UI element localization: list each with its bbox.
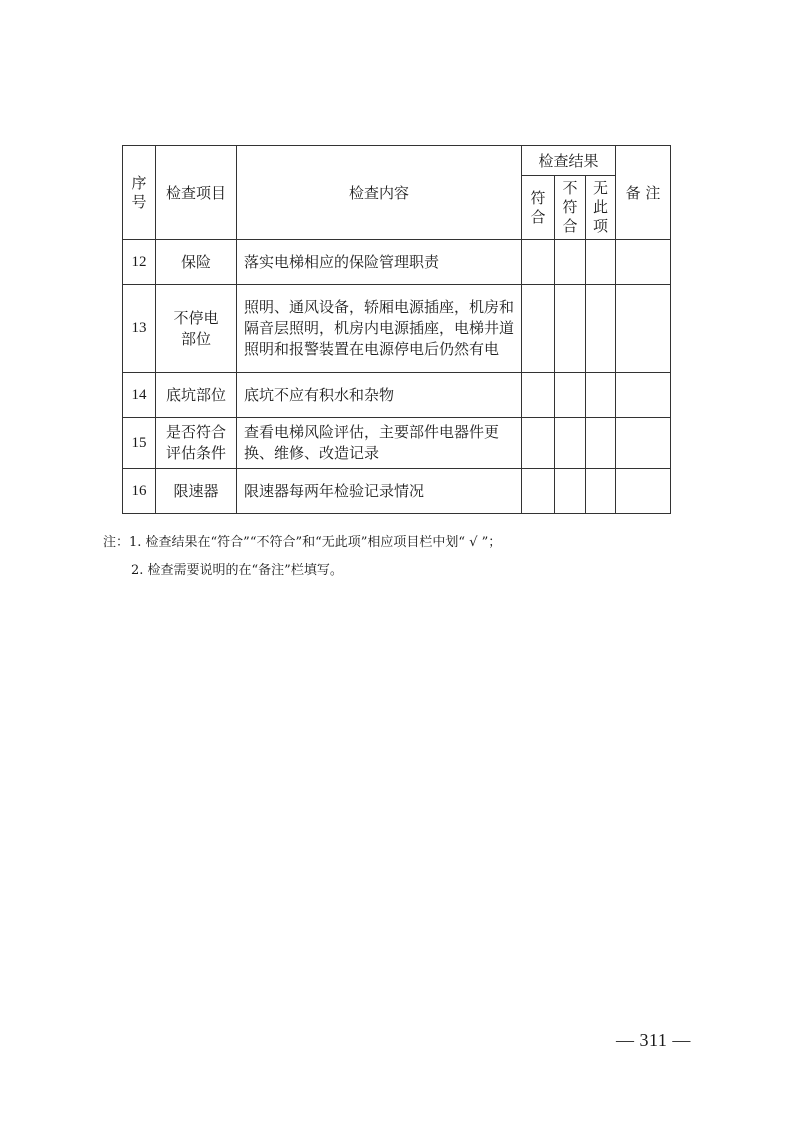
table-row (123, 373, 671, 418)
result-conform-cell[interactable] (522, 418, 555, 469)
row-content: 查看电梯风险评估，主要部件电器件更换、维修、改造记录 (237, 418, 522, 469)
result-nonconform-cell[interactable] (555, 469, 586, 514)
notes (103, 533, 501, 581)
row-item: 底坑部位 (156, 373, 237, 418)
result-na-cell[interactable] (586, 240, 616, 285)
remark-cell[interactable] (616, 285, 671, 373)
header-result: 检查结果 (522, 146, 616, 176)
table-row (123, 285, 671, 373)
result-na-cell[interactable] (586, 418, 616, 469)
row-number: 14 (123, 373, 156, 418)
table-row (123, 418, 671, 469)
row-number: 15 (123, 418, 156, 469)
row-content: 落实电梯相应的保险管理职责 (237, 240, 522, 285)
row-number: 13 (123, 285, 156, 373)
result-nonconform-cell[interactable] (555, 285, 586, 373)
row-content: 底坑不应有积水和杂物 (237, 373, 522, 418)
header-remark: 备 注 (616, 146, 671, 240)
table-row (123, 469, 671, 514)
table-row (123, 240, 671, 285)
row-number: 16 (123, 469, 156, 514)
header-item: 检查项目 (156, 146, 237, 240)
row-content: 照明、通风设备，轿厢电源插座，机房和隔音层照明，机房内电源插座，电梯井道照明和报警装置在电源停电后仍然有电 (237, 285, 522, 373)
remark-cell[interactable] (616, 240, 671, 285)
row-item: 限速器 (156, 469, 237, 514)
note-line-2: 2. 检查需要说明的在“备注”栏填写。 (131, 563, 343, 578)
remark-cell[interactable] (616, 373, 671, 418)
remark-cell[interactable] (616, 418, 671, 469)
row-number: 12 (123, 240, 156, 285)
header-na: 无 此 项 (586, 176, 616, 240)
result-nonconform-cell[interactable] (555, 240, 586, 285)
inspection-table (122, 145, 671, 514)
row-item: 保险 (156, 240, 237, 285)
result-na-cell[interactable] (586, 285, 616, 373)
result-na-cell[interactable] (586, 469, 616, 514)
result-nonconform-cell[interactable] (555, 418, 586, 469)
note-line-1: 注：1. 检查结果在“符合”“不符合”和“无此项”相应项目栏中划“ √ ”； (103, 535, 502, 550)
page-number: — 311 — (616, 1030, 691, 1050)
row-content: 限速器每两年检验记录情况 (237, 469, 522, 514)
result-nonconform-cell[interactable] (555, 373, 586, 418)
result-conform-cell[interactable] (522, 240, 555, 285)
remark-cell[interactable] (616, 469, 671, 514)
result-conform-cell[interactable] (522, 469, 555, 514)
header-conform: 符 合 (522, 176, 555, 240)
header-nonconform: 不 符 合 (555, 176, 586, 240)
result-conform-cell[interactable] (522, 285, 555, 373)
row-item: 不停电 部位 (156, 285, 237, 373)
result-na-cell[interactable] (586, 373, 616, 418)
header-content: 检查内容 (237, 146, 522, 240)
result-conform-cell[interactable] (522, 373, 555, 418)
header-seq: 序 号 (123, 146, 156, 240)
row-item: 是否符合 评估条件 (156, 418, 237, 469)
